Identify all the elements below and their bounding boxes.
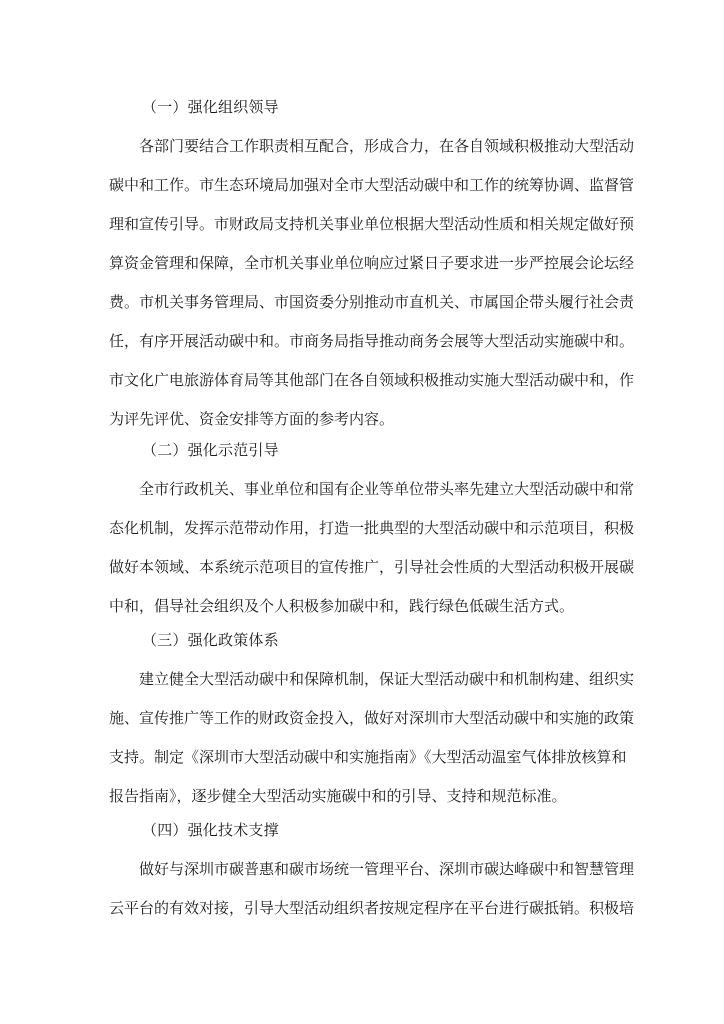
- paragraph-line: 报告指南》，逐步健全大型活动实施碳中和的引导、支持和规范标准。: [109, 787, 567, 805]
- paragraph-line: 态化机制，发挥示范带动作用，打造一批典型的大型活动碳中和示范项目，积极: [109, 519, 635, 537]
- paragraph-line: 全市行政机关、事业单位和国有企业等单位带头率先建立大型活动碳中和常: [139, 480, 635, 498]
- paragraph-line: 费。市机关事务管理局、市国资委分别推动市直机关、市属国企带头履行社会责: [109, 293, 635, 311]
- paragraph-line: 做好与深圳市碳普惠和碳市场统一管理平台、深圳市碳达峰碳中和智慧管理: [139, 860, 635, 878]
- paragraph-line: 建立健全大型活动碳中和保障机制，保证大型活动碳中和机制构建、组织实: [139, 670, 635, 688]
- paragraph-line: 理和宣传引导。市财政局支持机关事业单位根据大型活动性质和相关规定做好预: [109, 215, 635, 233]
- paragraph-line: 支持。制定《深圳市大型活动碳中和实施指南》《大型活动温室气体排放核算和: [109, 748, 627, 766]
- section-heading-2: （二）强化示范引导: [142, 441, 279, 459]
- paragraph-line: 任，有序开展活动碳中和。市商务局指导推动商务会展等大型活动实施碳中和。: [109, 332, 635, 350]
- paragraph-line: 碳中和工作。市生态环境局加强对全市大型活动碳中和工作的统筹协调、监督管: [109, 176, 635, 194]
- paragraph-line: 中和，倡导社会组织及个人积极参加碳中和，践行绿色低碳生活方式。: [109, 597, 575, 615]
- paragraph-line: 算资金管理和保障，全市机关事业单位响应过紧日子要求进一步严控展会论坛经: [109, 254, 635, 272]
- paragraph-line: 各部门要结合工作职责相互配合，形成合力，在各自领域积极推动大型活动: [139, 137, 635, 155]
- section-heading-1: （一）强化组织领导: [142, 98, 279, 116]
- paragraph-line: 云平台的有效对接，引导大型活动组织者按规定程序在平台进行碳抵销。积极培: [109, 899, 635, 917]
- section-heading-3: （三）强化政策体系: [142, 631, 279, 649]
- paragraph-line: 施、宣传推广等工作的财政资金投入，做好对深圳市大型活动碳中和实施的政策: [109, 709, 635, 727]
- paragraph-line: 做好本领域、本系统示范项目的宣传推广，引导社会性质的大型活动积极开展碳: [109, 558, 635, 576]
- section-heading-4: （四）强化技术支撑: [142, 821, 279, 839]
- paragraph-line: 为评先评优、资金安排等方面的参考内容。: [109, 410, 395, 428]
- paragraph-line: 市文化广电旅游体育局等其他部门在各自领域积极推动实施大型活动碳中和，作: [109, 371, 635, 389]
